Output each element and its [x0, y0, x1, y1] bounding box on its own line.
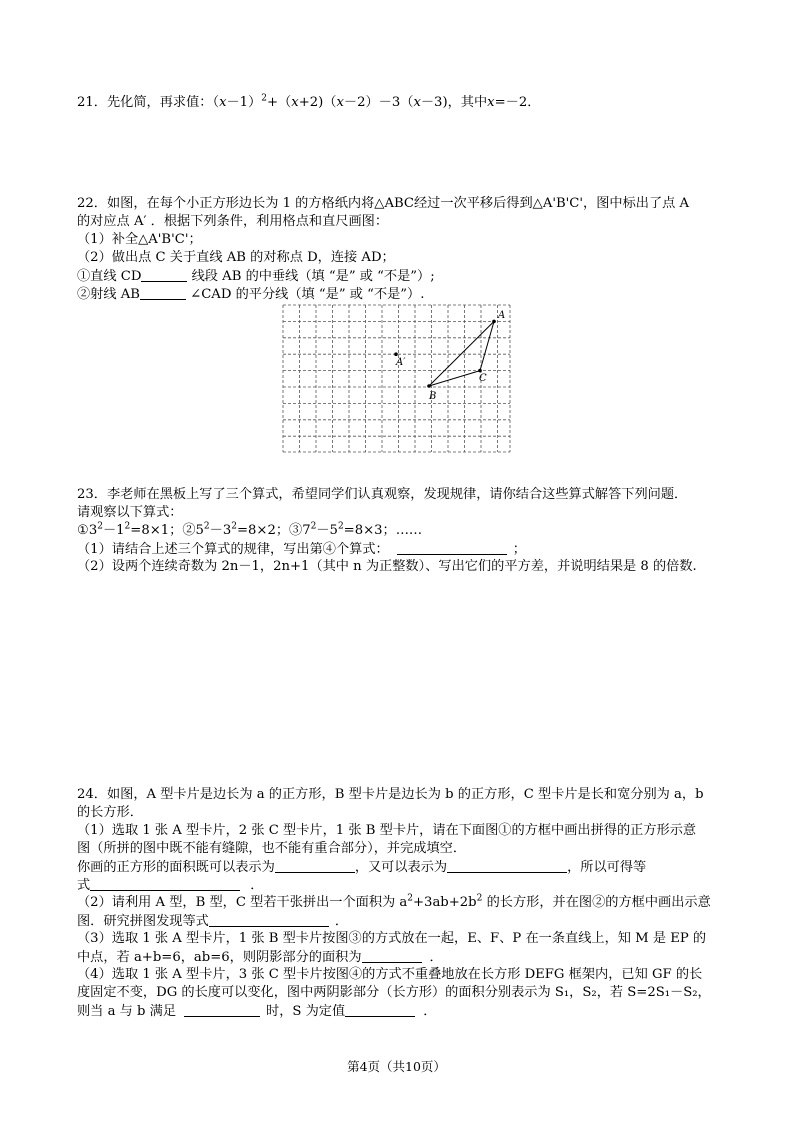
q24-line4: 图（所拼的图中既不能有缝隙，也不能有重合部分），并完成填空． [77, 841, 467, 856]
q24-line13: 则当 a 与 b 满足 时，S 为定值 ． [77, 1004, 437, 1019]
q22-line3: （1）补全△A'B'C'； [77, 232, 202, 247]
label-a: A [498, 310, 506, 321]
q24-line12: 度固定不变，DG 的长度可以变化，图中两阴影部分（长方形）的面积分别表示为 S₁，S₂，若 S=2S₁－S₂， [77, 985, 711, 1000]
q22-line4: （2）做出点 C 关于直线 AB 的对称点 D，连接 AD； [77, 250, 395, 265]
label-b: B [429, 391, 437, 402]
q24-line6: 式 ． [77, 878, 264, 893]
grid-figure [282, 304, 512, 454]
q24-line3: （1）选取 1 张 A 型卡片，2 张 C 型卡片，1 张 B 型卡片，请在下面图①的方框中画出拼得的正方形示意 [77, 823, 697, 838]
label-c: C [479, 373, 487, 384]
grid-lines [283, 305, 510, 452]
answer-blank[interactable] [184, 1002, 260, 1017]
point-a [492, 320, 496, 324]
q24-line5: 你画的正方形的面积既可以表示为 ，又可以表示为 ，所以可得等 [77, 860, 647, 875]
q21: 21．先化简，再求值：$(x-1)^2+(x+2)(x-2)-3(x-3)$，其中x=－2． [77, 93, 541, 110]
q24 [77, 786, 727, 1020]
point-a-prime [394, 352, 398, 356]
q23-line2: 请观察以下算式： [77, 505, 183, 520]
q22-line6: ②射线 AB ∠CAD 的平分线（填 “是” 或 “不是”）. [77, 287, 425, 302]
page-footer: 第4页（共10页） [347, 1059, 446, 1074]
q24-line8: 图．研究拼图发现等式 ． [77, 914, 349, 929]
q23-line4: （1）请结合上述三个算式的规律，写出第④个算式： ； [77, 542, 526, 557]
label-a-prime: A′ [396, 357, 406, 368]
q24-line10: 中点，若 a+b=6，ab=6，则阴影部分的面积为 ． [77, 950, 443, 965]
answer-blank[interactable] [90, 876, 240, 891]
q24-line1: 24．如图，A 型卡片是边长为 a 的正方形，B 型卡片是边长为 b 的正方形，C 型卡片是长和宽分别为 a，b [77, 787, 704, 802]
q22-line5: ①直线 CD 线段 AB 的中垂线（填 “是” 或 “不是”）; [77, 269, 435, 284]
point-c [478, 369, 482, 373]
q23-line1: 23．李老师在黑板上写了三个算式，希望同学们认真观察，发现规律，请你结合这些算式解答下列问题． [77, 487, 688, 502]
answer-blank[interactable] [362, 948, 422, 963]
q22-line1: 22．如图，在每个小正方形边长为 1 的方格纸内将△ABC经过一次平移后得到△A'B'C'，图中标出了点 A [77, 196, 690, 211]
q24-line9: （3）选取 1 张 A 型卡片，1 张 B 型卡片按图③的方式放在一起，E、F、P 在一条直线上，知 M 是 EP 的 [77, 931, 707, 946]
answer-blank[interactable] [447, 858, 567, 873]
answer-blank[interactable] [275, 858, 355, 873]
answer-blank[interactable] [209, 912, 329, 927]
q23-line3: $①3^2-1^2=8\times 1$；$②5^2-3^2=8\times 2$；$③7^2-5^2=8\times 3$；…… [77, 521, 423, 538]
q24-line7: （2）请利用 A 型，B 型，C 型若干张拼出一个面积为 $a^2+3ab+2b^2$ 的长方形，并在图②的方框中画出示意 [77, 893, 711, 910]
q24-line11: （4）选取 1 张 A 型卡片，3 张 C 型卡片按图④的方式不重叠地放在长方形 DEFG 框架内，已知 GF 的长 [77, 967, 703, 982]
q24-line2: 的长方形． [77, 805, 143, 820]
answer-blank[interactable] [140, 285, 186, 300]
answer-blank[interactable] [397, 540, 507, 555]
answer-blank[interactable] [345, 1002, 415, 1017]
answer-blank[interactable] [141, 267, 187, 282]
q23 [77, 486, 727, 576]
point-b [427, 384, 431, 388]
q22 [77, 195, 727, 303]
q23-line5: （2）设两个连续奇数为 2n－1，2n+1（其中 n 为正整数）、写出它们的平方差，并说明结果是 8 的倍数. [77, 559, 697, 574]
q22-line2: 的对应点 A′ ．根据下列条件，利用格点和直尺画图： [77, 214, 389, 229]
